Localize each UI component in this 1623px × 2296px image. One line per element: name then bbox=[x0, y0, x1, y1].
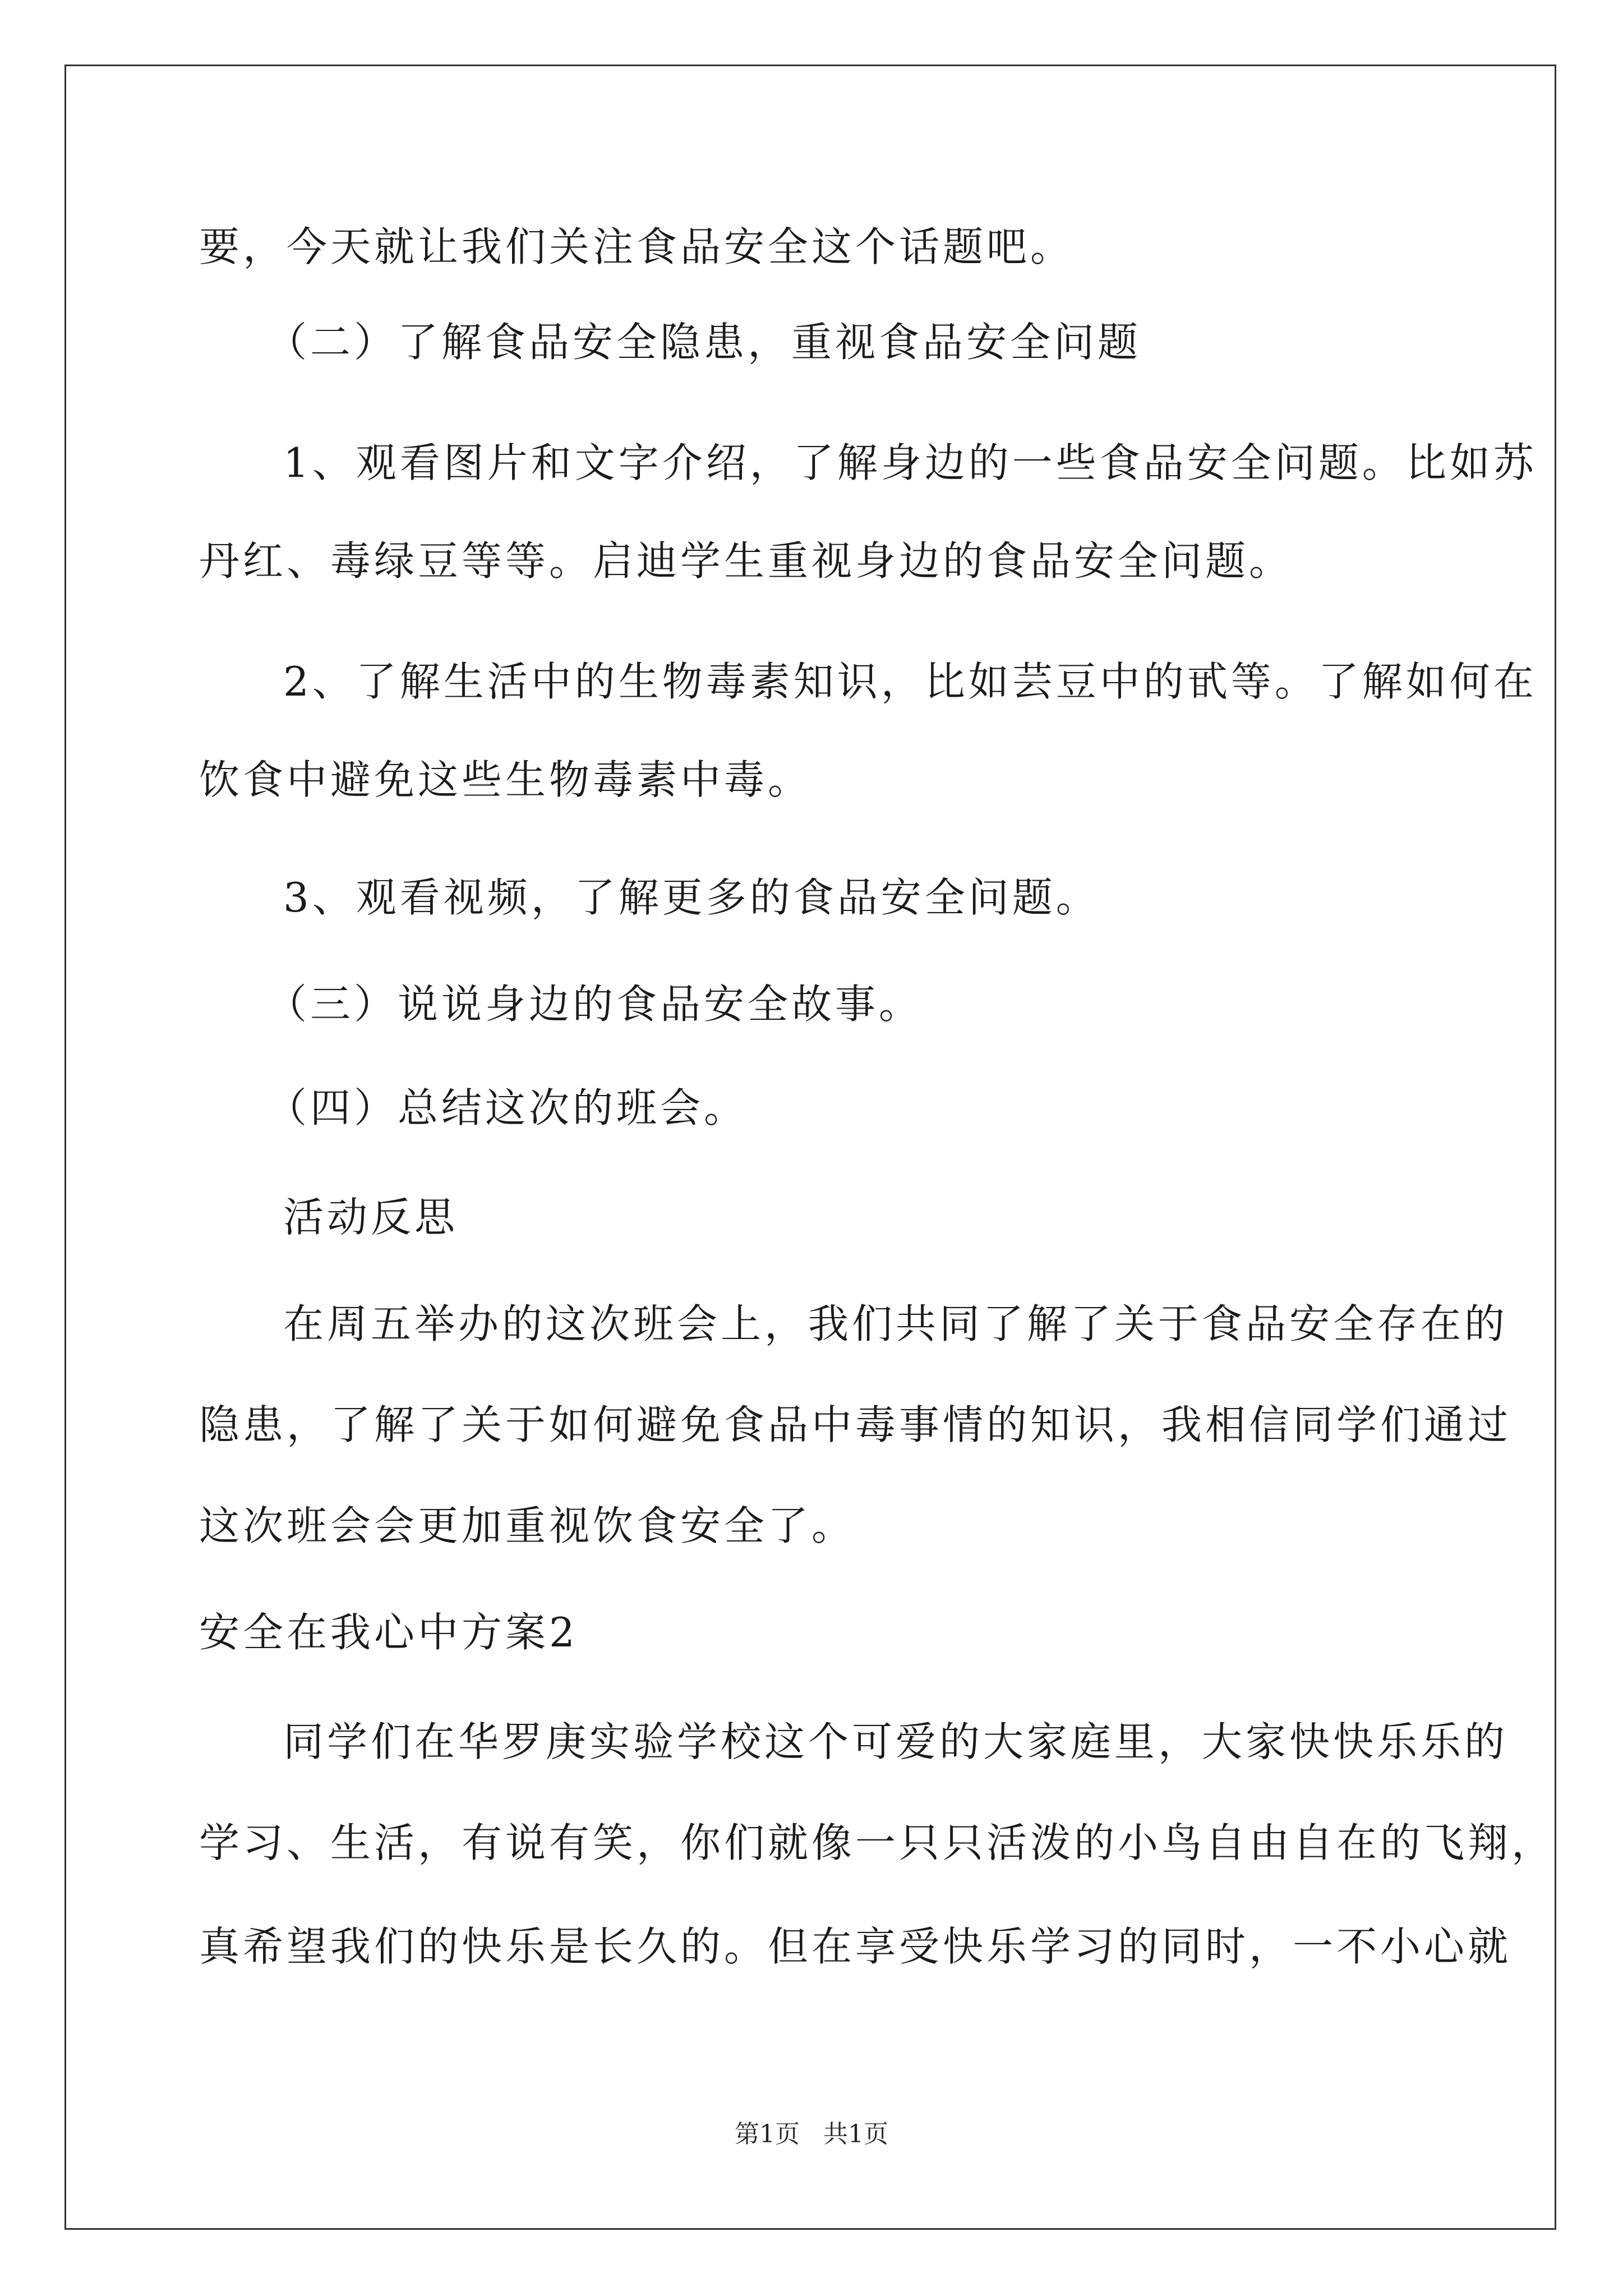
text-line: 隐患，了解了关于如何避免食品中毒事情的知识，我相信同学们通过 bbox=[199, 1401, 1512, 1448]
text-line: 饮食中避免这些生物毒素中毒。 bbox=[199, 756, 812, 803]
section-heading: （三）说说身边的食品安全故事。 bbox=[266, 981, 923, 1028]
text-line: 丹红、毒绿豆等等。启迪学生重视身边的食品安全问题。 bbox=[199, 537, 1293, 585]
section-heading: （四）总结这次的班会。 bbox=[266, 1084, 748, 1131]
text-line: 同学们在华罗庚实验学校这个可爱的大家庭里，大家快快乐乐的 bbox=[283, 1718, 1509, 1765]
text-line: 3、观看视频，了解更多的食品安全问题。 bbox=[283, 874, 1100, 921]
text-line: 学习、生活，有说有笑，你们就像一只只活泼的小鸟自由自在的飞翔， bbox=[199, 1819, 1556, 1866]
text-line: 要，今天就让我们关注食品安全这个话题吧。 bbox=[199, 223, 1075, 270]
section-heading: 活动反思 bbox=[283, 1194, 459, 1241]
page-border bbox=[64, 65, 1556, 2230]
text-line: 真希望我们的快乐是长久的。但在享受快乐学习的同时，一不小心就 bbox=[199, 1923, 1512, 1970]
text-line: 这次班会会更加重视饮食安全了。 bbox=[199, 1502, 856, 1549]
document-heading: 安全在我心中方案2 bbox=[199, 1609, 578, 1656]
section-heading: （二）了解食品安全隐患，重视食品安全问题 bbox=[266, 319, 1142, 366]
page-footer: 第1页 共1页 bbox=[735, 2120, 888, 2148]
text-line: 2、了解生活中的生物毒素知识，比如芸豆中的甙等。了解如何在 bbox=[283, 658, 1537, 705]
text-line: 1、观看图片和文字介绍，了解身边的一些食品安全问题。比如苏 bbox=[283, 439, 1537, 486]
text-line: 在周五举办的这次班会上，我们共同了解了关于食品安全存在的 bbox=[283, 1300, 1509, 1347]
